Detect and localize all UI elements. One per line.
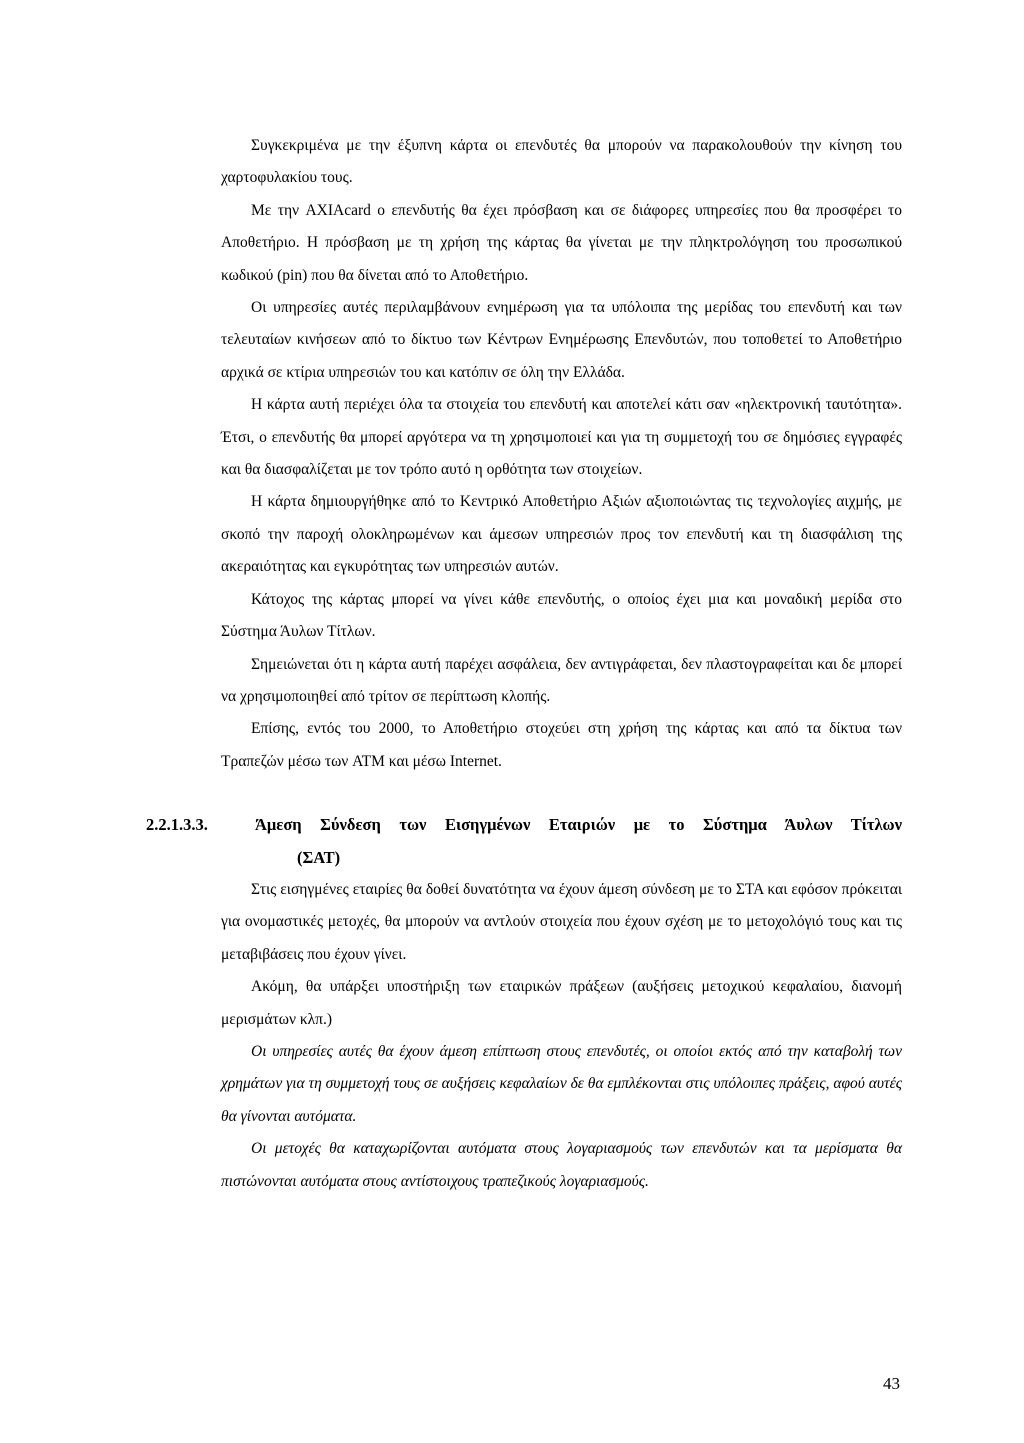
paragraph-corporate-actions: Ακόμη, θα υπάρξει υποστήριξη των εταιρικών πράξεων (αυξήσεις μετοχικού κεφαλαίου, διανομή μερισμάτων κλπ.) bbox=[221, 978, 902, 1028]
paragraph-card-creation: Η κάρτα δημιουργήθηκε από το Κεντρικό Αποθετήριο Αξιών αξιοποιώντας τις τεχνολογίες αιχμής, με σκοπό την παροχή ολοκληρωμένων και άμεσων υπηρεσιών προς τον επενδυτή και τη διασφάλιση της ακεραιότητας και εγκυρότητας των υπηρεσιών αυτών. bbox=[221, 493, 902, 576]
paragraph-axiacard-services: Με την AXIAcard ο επενδυτής θα έχει πρόσβαση και σε διάφορες υπηρεσίες που θα προσφέρει το Αποθετήριο. Η πρόσβαση με τη χρήση της κάρτας θα γίνεται με την πληκτρολόγηση του προσωπικού κωδικού (pin) που θα δίνεται από το Αποθετήριο. bbox=[221, 201, 902, 284]
section-heading bbox=[146, 809, 902, 874]
paragraph-services-info: Οι υπηρεσίες αυτές περιλαμβάνουν ενημέρωση για τα υπόλοιπα της μερίδας του επενδυτή και των τελευταίων κινήσεων από το δίκτυο των Κέντρων Ενημέρωσης Επενδυτών, που τοποθετεί το Αποθετήριο αρχικά σε κτίρια υπηρεσιών του και κατόπιν σε όλη την Ελλάδα. bbox=[221, 299, 902, 381]
paragraph-card-atm-internet: Επίσης, εντός του 2000, το Αποθετήριο στοχεύει στη χρήση της κάρτας και από τα δίκτυα των Τραπεζών μέσω των ATM και μέσω Internet. bbox=[221, 720, 902, 770]
section-title-line2: (ΣΑΤ) bbox=[297, 847, 341, 867]
paragraph-listed-companies: Στις εισηγμένες εταιρίες θα δοθεί δυνατότητα να έχουν άμεση σύνδεση με το ΣΤΑ και εφόσον πρόκειται για ονομαστικές μετοχές, θα μπορούν να αντλούν στοιχεία που έχουν σχέση με το μετοχολόγιό τους και τις μεταβιβάσεις που έχουν γίνει. bbox=[221, 880, 902, 963]
paragraph-card-holder: Κάτοχος της κάρτας μπορεί να γίνει κάθε επενδυτής, ο οποίος έχει μια και μοναδική μερίδα στο Σύστημα Άυλων Τίτλων. bbox=[221, 590, 902, 641]
paragraph-card-security: Σημειώνεται ότι η κάρτα αυτή παρέχει ασφάλεια, δεν αντιγράφεται, δεν πλαστογραφείται και δε μπορεί να χρησιμοποιηθεί από τρίτον σε περίπτωση κλοπής. bbox=[221, 655, 902, 705]
paragraph-investor-impact: Οι υπηρεσίες αυτές θα έχουν άμεση επίπτωση στους επενδυτές, οι οποίοι εκτός από την καταβολή των χρημάτων για τη συμμετοχή τους σε αυξήσεις κεφαλαίων δε θα εμπλέκονται στις υπόλοιπες πράξεις, αφού αυτές θα γίνονται αυτόματα. bbox=[221, 1042, 902, 1125]
section-number: 2.2.1.3.3. bbox=[146, 815, 208, 835]
page-body bbox=[146, 130, 902, 1198]
paragraph-smart-card-intro: Συγκεκριμένα με την έξυπνη κάρτα οι επενδυτές θα μπορούν να παρακολουθούν την κίνηση του χαρτοφυλακίου τους. bbox=[221, 137, 902, 187]
page-number: 43 bbox=[883, 1374, 900, 1393]
paragraph-electronic-identity: Η κάρτα αυτή περιέχει όλα τα στοιχεία του επενδυτή και αποτελεί κάτι σαν «ηλεκτρονική ταυτότητα». Έτσι, ο επενδυτής θα μπορεί αργότερα να τη χρησιμοποιεί και για τη συμμετοχή του σε δημόσιες εγγραφές και θα διασφαλίζεται με τον τρόπο αυτό η ορθότητα των στοιχείων. bbox=[221, 396, 902, 479]
section-title-line1: Άμεση Σύνδεση των Εισηγμένων Εταιριών με το Σύστημα Άυλων Τίτλων bbox=[255, 815, 902, 835]
paragraph-automatic-crediting: Οι μετοχές θα καταχωρίζονται αυτόματα στους λογαριασμούς των επενδυτών και τα μερίσματα θα πιστώνονται αυτόματα στους αντίστοιχους τραπεζικούς λογαριασμούς. bbox=[221, 1140, 902, 1190]
